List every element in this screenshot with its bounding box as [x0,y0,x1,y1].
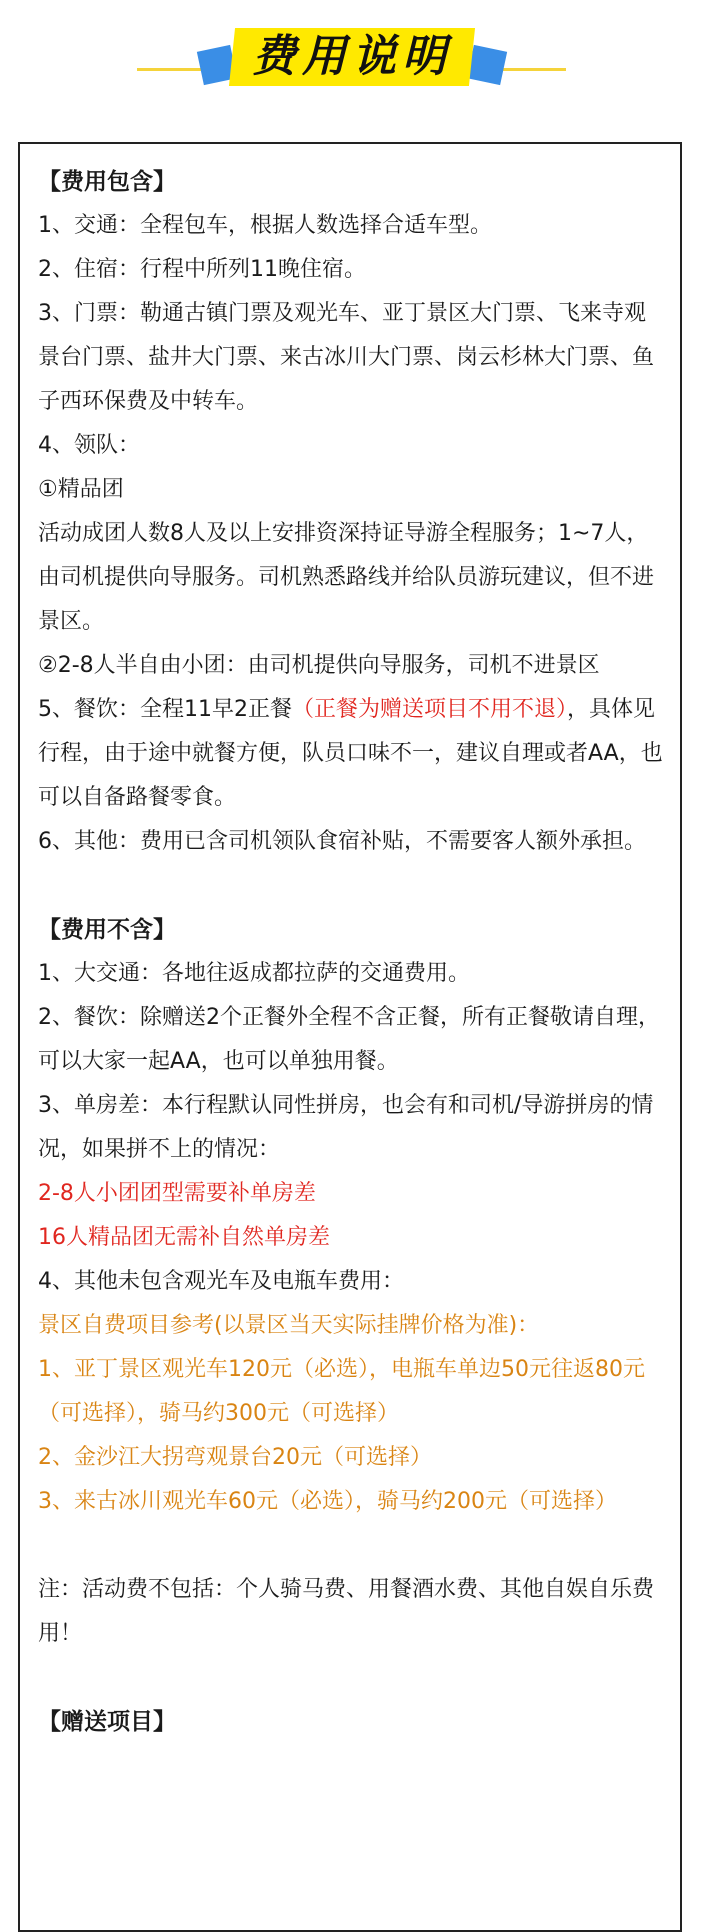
included-item: ②2-8人半自由小团：由司机提供向导服务，司机不进景区 [38,653,600,678]
meal-highlight: （正餐为赠送项目不用不退） [292,697,568,722]
spacer [38,864,666,908]
optional-fee-item: 3、来古冰川观光车60元（必选），骑马约200元（可选择） [38,1489,617,1514]
included-item: 3、门票：勒通古镇门票及观光车、亚丁景区大门票、飞来寺观景台门票、盐井大门票、来古冰川大门票、岗云杉林大门票、鱼子西环保费及中转车。 [38,301,655,414]
optional-fee-item: 景区自费项目参考(以景区当天实际挂牌价格为准)： [38,1313,540,1338]
optional-fee-item: 1、亚丁景区观光车120元（必选），电瓶车单边50元往返80元（可选择），骑马约300元（可选择） [38,1357,645,1426]
included-item: 活动成团人数8人及以上安排资深持证导游全程服务；1~7人，由司机提供向导服务。司机熟悉路线并给队员游玩建议，但不进景区。 [38,521,655,634]
included-item: 1、交通：全程包车，根据人数选择合适车型。 [38,213,492,238]
excluded-item: 1、大交通：各地往返成都拉萨的交通费用。 [38,961,470,986]
excluded-item: 2、餐饮：除赠送2个正餐外全程不含正餐，所有正餐敬请自理，可以大家一起AA，也可以单独用餐。 [38,1005,660,1074]
spacer [38,1524,666,1568]
decor-tab-right [467,45,507,85]
excluded-item: 4、其他未包含观光车及电瓶车费用： [38,1269,404,1294]
included-item: ①精品团 [38,477,124,502]
meal-suffix: ，具体见行程，由于途中就餐方便，队员口味不一，建议自理或者AA，也可以自备路餐零食。 [38,697,663,810]
spacer [38,1656,666,1700]
title-banner [0,0,702,110]
excluded-item: 3、单房差：本行程默认同性拼房，也会有和司机/导游拼房的情况，如果拼不上的情况： [38,1093,654,1162]
gift-section-title: 【赠送项目】 [38,1709,176,1735]
excluded-section-title: 【费用不含】 [38,917,176,943]
optional-fee-item: 2、金沙江大拐弯观景台20元（可选择） [38,1445,432,1470]
included-item: 2、住宿：行程中所列11晚住宿。 [38,257,366,282]
included-item: 4、领队： [38,433,140,458]
other-item: 6、其他：费用已含司机领队食宿补贴，不需要客人额外承担。 [38,829,646,854]
page-title: 费用说明 [252,31,452,82]
content-body [38,160,666,1744]
included-section-title: 【费用包含】 [38,169,176,195]
meal-prefix: 5、餐饮：全程11早2正餐 [38,697,292,722]
exclusion-note: 注：活动费不包括：个人骑马费、用餐酒水费、其他自娱自乐费用！ [38,1577,655,1646]
meal-item [38,688,666,820]
single-room-note: 2-8人小团团型需要补单房差 [38,1181,316,1206]
single-room-note: 16人精品团无需补自然单房差 [38,1225,330,1250]
